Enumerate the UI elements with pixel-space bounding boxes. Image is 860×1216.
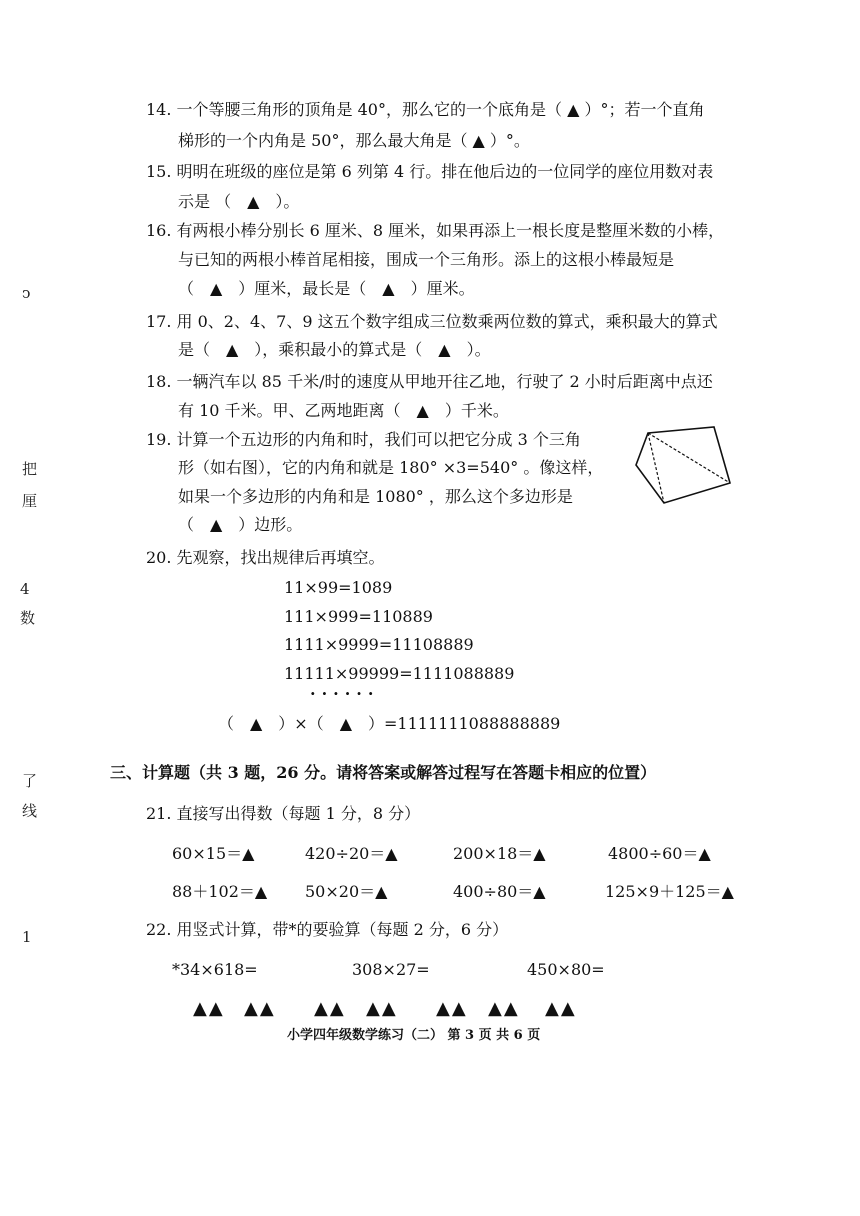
page-footer: 小学四年级数学练习（二） 第 3 页 共 6 页	[287, 1028, 541, 1043]
answer-placeholder: ▲▲	[488, 998, 520, 1019]
question-19-line-2: 形（如右图），它的内角和就是 180° ×3=540° 。像这样，	[178, 458, 604, 477]
mental-calc-item: 88＋102＝▲	[172, 882, 268, 901]
question-19-line-4: （ ▲ ）边形。	[178, 515, 303, 534]
ellipsis-dots: ······	[310, 684, 380, 703]
pentagon-diagram	[630, 425, 740, 510]
margin-mark: 厘	[22, 492, 38, 510]
question-16-line-1: 16. 有两根小棒分别长 6 厘米、8 厘米，如果再添上一根长度是整厘米数的小棒，	[146, 221, 725, 240]
margin-mark: 1	[22, 928, 32, 946]
vertical-calc-item: 450×80=	[527, 960, 605, 979]
question-16-line-2: 与已知的两根小棒首尾相接，围成一个三角形。添上的这根小棒最短是	[178, 250, 675, 269]
margin-mark: 了	[22, 772, 38, 790]
question-19-line-3: 如果一个多边形的内角和是 1080° ，那么这个多边形是	[178, 487, 573, 506]
question-18-line-1: 18. 一辆汽车以 85 千米/时的速度从甲地开往乙地，行驶了 2 小时后距离中点还	[146, 372, 713, 391]
pattern-row: 11111×99999=1111088889	[284, 664, 515, 683]
question-22-title: 22. 用竖式计算，带*的要验算（每题 2 分，6 分）	[146, 920, 509, 939]
question-15-line-1: 15. 明明在班级的座位是第 6 列第 4 行。排在他后边的一位同学的座位用数对表	[146, 162, 714, 181]
vertical-calc-item: 308×27=	[352, 960, 430, 979]
answer-placeholder: ▲▲	[314, 998, 346, 1019]
margin-mark: ↄ	[22, 284, 31, 302]
question-17-line-1: 17. 用 0、2、4、7、9 这五个数字组成三位数乘两位数的算式，乘积最大的算式	[146, 312, 718, 331]
pattern-final-row: （ ▲ ）×（ ▲ ）=1111111088888889	[218, 714, 561, 733]
pentagon-outline	[636, 427, 730, 503]
question-21-title: 21. 直接写出得数（每题 1 分，8 分）	[146, 804, 421, 823]
question-18-line-2: 有 10 千米。甲、乙两地距离（ ▲ ）千米。	[178, 401, 509, 420]
mental-calc-item: 400÷80＝▲	[453, 882, 546, 901]
mental-calc-item: 125×9＋125＝▲	[605, 882, 734, 901]
mental-calc-item: 4800÷60＝▲	[608, 844, 711, 863]
answer-placeholder: ▲▲	[244, 998, 276, 1019]
question-17-line-2: 是（ ▲ ），乘积最小的算式是（ ▲ ）。	[178, 340, 491, 359]
answer-placeholder: ▲▲	[193, 998, 225, 1019]
question-15-line-2: 示是 （ ▲ ）。	[178, 192, 300, 211]
margin-mark: 线	[22, 802, 38, 820]
mental-calc-item: 420÷20＝▲	[305, 844, 398, 863]
pattern-row: 111×999=110889	[284, 607, 433, 626]
answer-placeholder: ▲▲	[545, 998, 577, 1019]
question-19-line-1: 19. 计算一个五边形的内角和时，我们可以把它分成 3 个三角	[146, 430, 581, 449]
mental-calc-item: 200×18＝▲	[453, 844, 546, 863]
pattern-row: 1111×9999=11108889	[284, 635, 474, 654]
question-14-line-2: 梯形的一个内角是 50°，那么最大角是（ ▲ ）°。	[178, 131, 530, 150]
pattern-row: 11×99=1089	[284, 578, 393, 597]
answer-placeholder: ▲▲	[366, 998, 398, 1019]
margin-mark: 4	[20, 580, 30, 598]
section-3-heading: 三、计算题（共 3 题，26 分。请将答案或解答过程写在答题卡相应的位置）	[110, 763, 657, 782]
question-20-intro: 20. 先观察，找出规律后再填空。	[146, 548, 385, 567]
vertical-calc-item: *34×618=	[172, 960, 258, 979]
question-14-line-1: 14. 一个等腰三角形的顶角是 40°，那么它的一个底角是（ ▲ ）°；若一个直角	[146, 100, 705, 119]
margin-mark: 数	[20, 609, 36, 627]
answer-placeholder: ▲▲	[436, 998, 468, 1019]
mental-calc-item: 60×15＝▲	[172, 844, 255, 863]
margin-mark: 把	[22, 460, 38, 478]
mental-calc-item: 50×20＝▲	[305, 882, 388, 901]
question-16-line-3: （ ▲ ）厘米，最长是（ ▲ ）厘米。	[178, 279, 475, 298]
